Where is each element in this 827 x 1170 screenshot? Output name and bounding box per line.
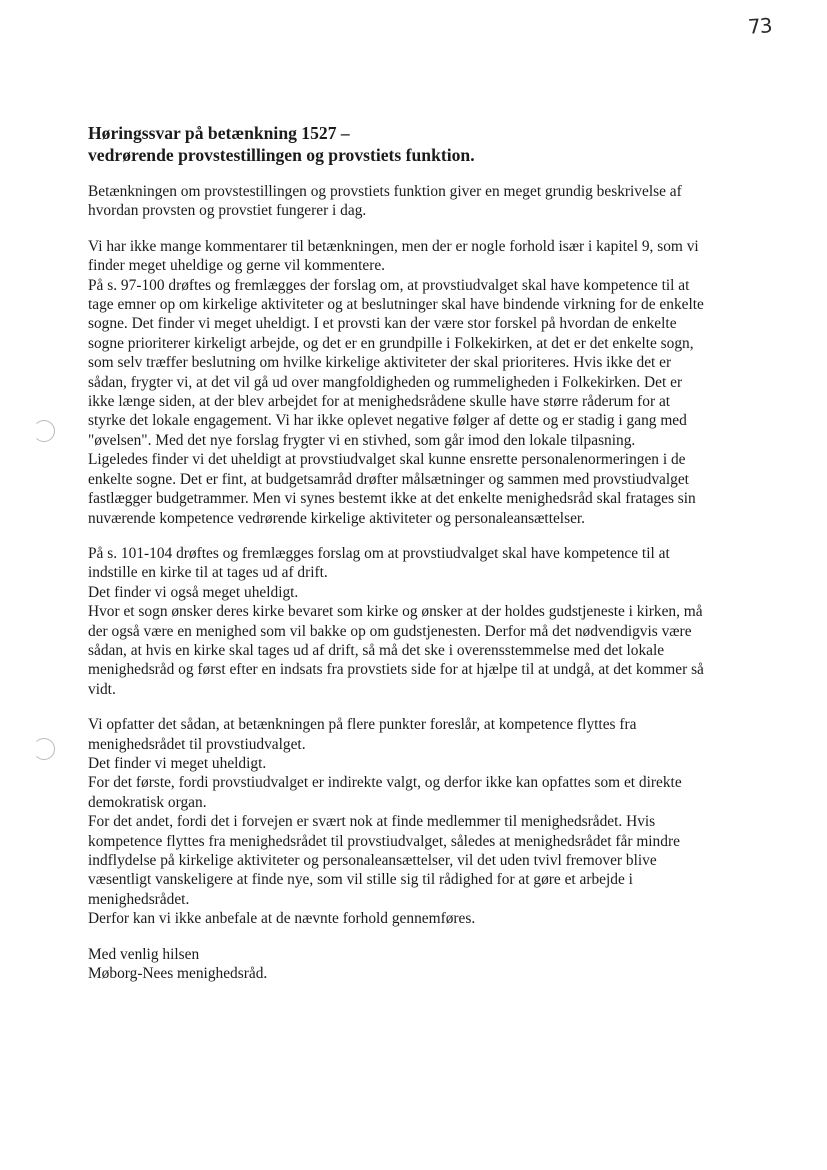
title-line: vedrørende provstestillingen og provstiets funktion.: [88, 145, 475, 165]
punch-hole-mark: [33, 738, 55, 760]
text-line: sådan, at hvis en kirke skal tages ud af drift, så må det ske i overensstemmelse med det lokale: [88, 641, 665, 659]
text-line: der også være en menighed som vil bakke op om gudstjenesten. Derfor må det nødvendigvis være: [88, 622, 692, 640]
text-line: sogne. Det finder vi meget uheldigt. I et provsti kan der være stor forskel på hvordan de enkelte: [88, 315, 677, 333]
text-line: kompetence flyttes fra menighedsrådet til provstiudvalget, således at menighedsrådet får mindre: [88, 832, 680, 850]
paragraph: [88, 182, 768, 221]
text-line: På s. 101-104 drøftes og fremlægges forslag om at provstiudvalget skal have kompetence til at: [88, 544, 670, 562]
letter-paragraphs: [88, 182, 768, 983]
text-line: Det finder vi meget uheldigt.: [88, 754, 267, 772]
text-line: styrke det lokale engagement. Vi har ikke oplevet negative følger af dette og er stadig i gang med: [88, 412, 687, 430]
text-line: Betænkningen om provstestillingen og provstiets funktion giver en meget grundig beskrivelse af: [88, 183, 682, 200]
text-line: Vi har ikke mange kommentarer til betænkningen, men der er nogle forhold især i kapitel 9, som vi: [88, 237, 699, 255]
text-line: menighedsrådet til provstiudvalget.: [88, 735, 306, 753]
text-line: menighedsråd og først efter en indsats fra provstiets side for at hjælpe til at undgå, at det kommer så: [88, 661, 704, 679]
text-line: Det finder vi også meget uheldigt.: [88, 583, 299, 601]
text-line: For det første, fordi provstiudvalget er indirekte valgt, og derfor ikke kan opfattes som et direkte: [88, 774, 682, 792]
text-line: For det andet, fordi det i forvejen er svært nok at finde medlemmer til menighedsrådet. Hvis: [88, 813, 656, 831]
text-line: indstille en kirke til at tages ud af drift.: [88, 564, 328, 582]
text-line: ikke længe siden, at der blev arbejdet for at menighedsrådene skulle have større råderum for at: [88, 393, 671, 411]
text-line: som selv træffer beslutning om hvilke kirkelige aktiviteter der skal prioriteres. Hvis ikke det er: [88, 354, 672, 372]
text-line: tage emner op om kirkelige aktiviteter og at beslutninger skal have bindende virkning for de enkelte: [88, 296, 704, 314]
text-line: nuværende kompetence vedrørende kirkelige aktiviteter og personaleansættelser.: [88, 509, 586, 527]
text-line: indflydelse på kirkelige aktiviteter og personaleansættelser, vil det uden tvivl fremover blive: [88, 852, 657, 869]
text-line: På s. 97-100 drøftes og fremlægges der forslag om, at provstiudvalget skal have kompetence til at: [88, 276, 690, 294]
page-number: 73: [747, 13, 773, 39]
text-line: Ligeledes finder vi det uheldigt at provstiudvalget skal kunne ensrette personalenormeringen i de: [88, 451, 686, 469]
title-line: Høringssvar på betænkning 1527 –: [88, 123, 350, 143]
document-title: [88, 122, 768, 166]
text-line: finder meget uheldige og gerne vil kommentere.: [88, 257, 386, 275]
text-line: sogne prioriterer kirkeligt arbejde, og det er en grundpille i Folkekirken, at det er det enkelte sogn,: [88, 334, 694, 352]
text-line: Hvor et sogn ønsker deres kirke bevaret som kirke og ønsker at der holdes gudstjeneste i kirken, må: [88, 603, 703, 621]
text-line: Med venlig hilsen: [88, 945, 200, 963]
text-line: menighedsrådet.: [88, 890, 190, 908]
text-line: Derfor kan vi ikke anbefale at de nævnte forhold gennemføres.: [88, 910, 476, 928]
text-line: hvordan provsten og provstiet fungerer i dag.: [88, 202, 367, 220]
signature-block: [88, 945, 768, 984]
text-line: Møborg-Nees menighedsråd.: [88, 965, 268, 983]
text-line: sådan, frygter vi, at det vil gå ud over mangfoldigheden og rummeligheden i Folkekirken. Det er: [88, 373, 683, 391]
letter-body: [88, 122, 768, 999]
text-line: fastlægger budgetrammer. Men vi synes bestemt ikke at det enkelte menighedsråd skal fratages sin: [88, 490, 696, 508]
text-line: enkelte sogne. Det er fint, at budgetsamråd drøfter målsætninger og sammen med provstiudvalget: [88, 470, 689, 488]
text-line: væsentligt vanskeligere at finde nye, som vil stille sig til rådighed for at gøre et arbejde i: [88, 871, 633, 889]
text-line: Vi opfatter det sådan, at betænkningen på flere punkter foreslår, at kompetence flyttes fra: [88, 716, 637, 734]
text-line: "øvelsen". Med det nye forslag frygter vi en stivhed, som går imod den lokale tilpasning.: [88, 431, 636, 449]
paragraph: [88, 715, 768, 928]
paragraph: [88, 237, 768, 528]
paragraph: [88, 544, 768, 699]
punch-hole-mark: [33, 420, 55, 442]
text-line: demokratisk organ.: [88, 793, 207, 811]
text-line: vidt.: [88, 680, 116, 698]
